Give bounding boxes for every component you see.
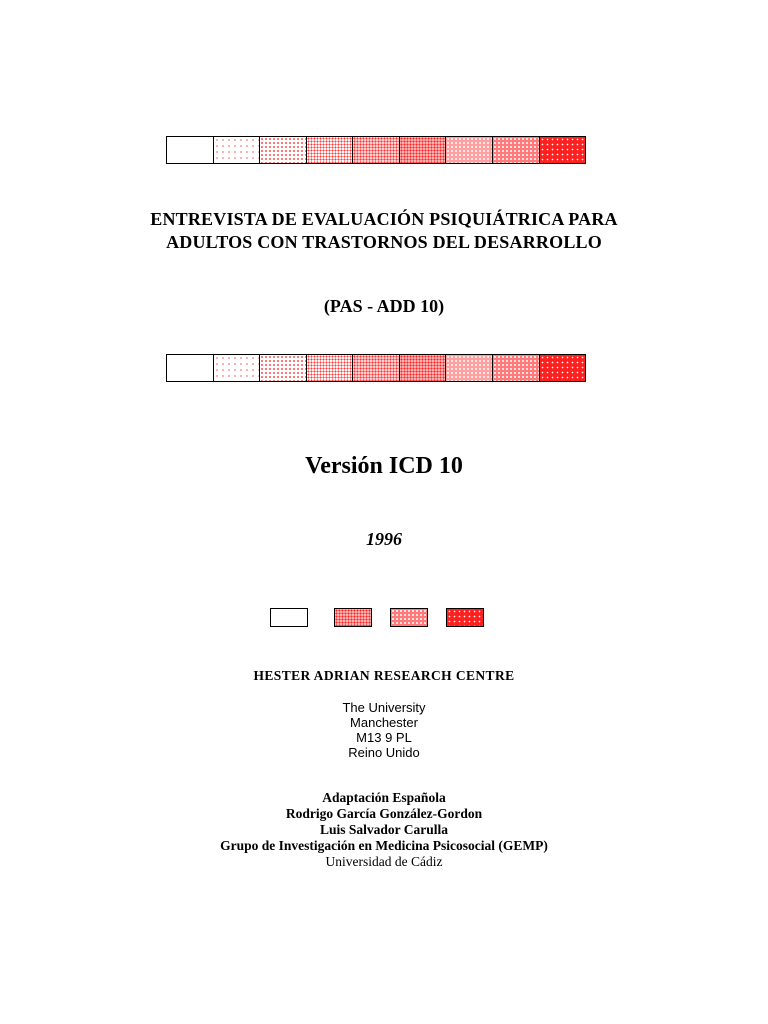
publication-year: 1996 bbox=[366, 529, 402, 549]
pattern-cell bbox=[214, 355, 261, 381]
pattern-swatch-medium-red bbox=[390, 608, 428, 627]
pattern-swatch-light-red bbox=[334, 608, 372, 627]
pattern-cell bbox=[353, 137, 400, 163]
decorative-pattern-strip-top bbox=[166, 136, 586, 164]
research-centre-name: HESTER ADRIAN RESEARCH CENTRE bbox=[253, 668, 515, 683]
pattern-cell bbox=[167, 137, 214, 163]
pattern-cell bbox=[400, 137, 447, 163]
author-name: Luis Salvador Carulla bbox=[319, 822, 449, 837]
pattern-cell bbox=[400, 355, 447, 381]
pattern-cell bbox=[493, 137, 540, 163]
adaptation-credits bbox=[0, 790, 768, 870]
pattern-cell bbox=[260, 137, 307, 163]
adaptation-heading: Adaptación Española bbox=[322, 790, 446, 805]
title-line-1: ENTREVISTA DE EVALUACIÓN PSIQUIÁTRICA PARA bbox=[150, 209, 618, 229]
pattern-cell bbox=[353, 355, 400, 381]
pattern-cell bbox=[446, 355, 493, 381]
decorative-pattern-strip-middle bbox=[166, 354, 586, 382]
address-line: Manchester bbox=[350, 715, 418, 730]
pattern-cell bbox=[540, 137, 586, 163]
pattern-cell bbox=[214, 137, 261, 163]
address-line: Reino Unido bbox=[348, 745, 420, 760]
pattern-swatch-red bbox=[446, 608, 484, 627]
address-line: The University bbox=[342, 700, 426, 715]
research-group: Grupo de Investigación en Medicina Psicosocial (GEMP) bbox=[220, 838, 548, 853]
pattern-cell bbox=[307, 137, 354, 163]
pattern-cell bbox=[167, 355, 214, 381]
pattern-cell bbox=[493, 355, 540, 381]
pattern-cell bbox=[540, 355, 586, 381]
author-name: Rodrigo García González-Gordon bbox=[285, 806, 483, 821]
document-subtitle: (PAS - ADD 10) bbox=[323, 296, 445, 316]
version-heading: Versión ICD 10 bbox=[305, 453, 463, 479]
pattern-cell bbox=[446, 137, 493, 163]
address-block bbox=[0, 700, 768, 760]
university-name: Universidad de Cádiz bbox=[325, 854, 443, 869]
title-line-2: ADULTOS CON TRASTORNOS DEL DESARROLLO bbox=[166, 232, 602, 252]
pattern-swatch-white bbox=[270, 608, 308, 627]
pattern-cell bbox=[307, 355, 354, 381]
document-title bbox=[0, 208, 768, 254]
pattern-cell bbox=[260, 355, 307, 381]
address-line: M13 9 PL bbox=[356, 730, 412, 745]
